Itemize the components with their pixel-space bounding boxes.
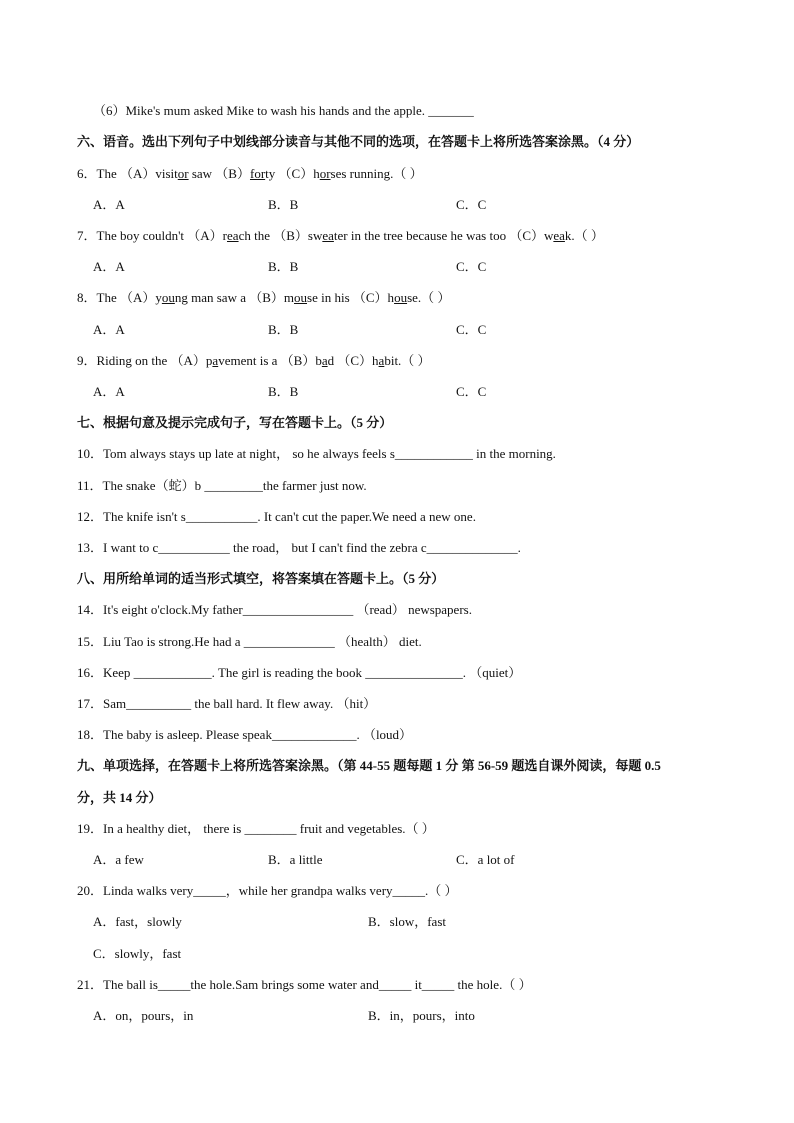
q19-option-c[interactable]: C．a lot of	[456, 852, 515, 867]
section-7-heading: 七、根据句意及提示完成句子，写在答题卡上。（5 分）	[77, 415, 393, 430]
q9-option-c[interactable]: C．C	[456, 384, 487, 399]
q20-option-c[interactable]: C．slowly，fast	[93, 946, 182, 961]
section-9-heading: 九、单项选择，在答题卡上将所选答案涂黑。（第 44-55 题每题 1 分 第 56-59 题选自课外阅读，每题 0.5	[77, 758, 661, 773]
question-14: 14．It's eight o'clock.My father_________________ （read） newspapers.	[77, 602, 472, 617]
section-8-heading: 八、用所给单词的适当形式填空，将答案填在答题卡上。（5 分）	[77, 571, 445, 586]
q19-option-a[interactable]: A．a few	[93, 852, 144, 867]
question-13: 13．I want to c___________ the road， but I can't find the zebra c______________.	[77, 540, 521, 555]
question-20: 20．Linda walks very_____，while her grandpa walks very_____.（ ）	[77, 883, 458, 898]
q20-option-b[interactable]: B．slow，fast	[368, 914, 447, 929]
q6-option-b[interactable]: B．B	[268, 197, 299, 212]
section-9-heading-cont: 分，共 14 分）	[77, 790, 162, 805]
question-9: 9．Riding on the （A）pavement is a （B）bad （C）habit.（ ）	[77, 353, 431, 368]
q7-option-a[interactable]: A．A	[93, 259, 125, 274]
section-6-heading: 六、语音。选出下列句子中划线部分读音与其他不同的选项，在答题卡上将所选答案涂黑。（4 分）	[77, 134, 640, 149]
question-8: 8．The （A）young man saw a （B）mouse in his （C）house.（ ）	[77, 290, 451, 305]
q20-option-a[interactable]: A．fast，slowly	[93, 914, 182, 929]
question-17: 17．Sam__________ the ball hard. It flew away. （hit）	[77, 696, 377, 711]
question-10: 10．Tom always stays up late at night， so he always feels s____________ in the morning.	[77, 446, 556, 461]
q19-option-b[interactable]: B．a little	[268, 852, 323, 867]
question-18: 18．The baby is asleep. Please speak_____________. （loud）	[77, 727, 413, 742]
question-11: 11．The snake（蛇）b _________the farmer just now.	[77, 478, 367, 493]
q6-option-a[interactable]: A．A	[93, 197, 125, 212]
q9-option-b[interactable]: B．B	[268, 384, 299, 399]
q5-6-line: （6）Mike's mum asked Mike to wash his hands and the apple. _______	[93, 103, 474, 118]
q8-option-c[interactable]: C．C	[456, 322, 487, 337]
question-19: 19．In a healthy diet， there is ________ fruit and vegetables.（ ）	[77, 821, 435, 836]
question-15: 15．Liu Tao is strong.He had a ______________ （health） diet.	[77, 634, 422, 649]
q8-option-b[interactable]: B．B	[268, 322, 299, 337]
question-6: 6．The （A）visitor saw （B）forty （C）horses running.（ ）	[77, 166, 423, 181]
question-12: 12．The knife isn't s___________. It can't cut the paper.We need a new one.	[77, 509, 476, 524]
question-21: 21．The ball is_____the hole.Sam brings some water and_____ it_____ the hole.（ ）	[77, 977, 532, 992]
q9-option-a[interactable]: A．A	[93, 384, 125, 399]
question-16: 16．Keep ____________. The girl is reading the book _______________. （quiet）	[77, 665, 522, 680]
q21-option-b[interactable]: B．in，pours，into	[368, 1008, 475, 1023]
q8-option-a[interactable]: A．A	[93, 322, 125, 337]
q7-option-c[interactable]: C．C	[456, 259, 487, 274]
q21-option-a[interactable]: A．on，pours，in	[93, 1008, 194, 1023]
q7-option-b[interactable]: B．B	[268, 259, 299, 274]
q6-option-c[interactable]: C．C	[456, 197, 487, 212]
question-7: 7．The boy couldn't （A）reach the （B）sweater in the tree because he was too （C）weak.（ ）	[77, 228, 604, 243]
